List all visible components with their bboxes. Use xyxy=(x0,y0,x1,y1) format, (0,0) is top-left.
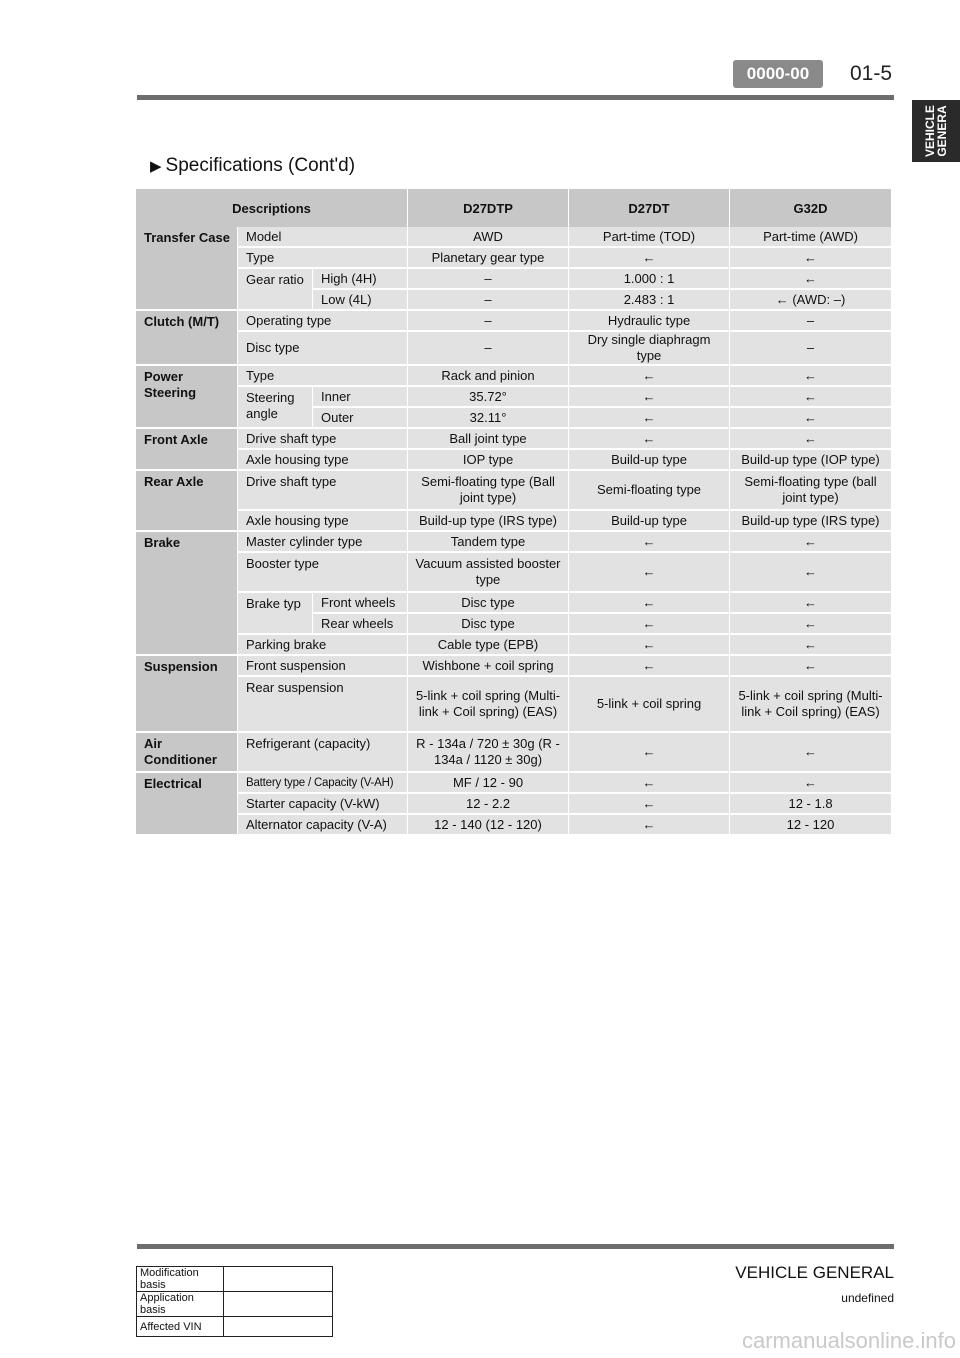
cell-d27dtp: R - 134a / 720 ± 30g (R - 134a / 1120 ± 30g) xyxy=(408,733,569,773)
row-desc: Axle housing type xyxy=(238,450,408,471)
table-row xyxy=(136,593,891,614)
cell-g32d: – xyxy=(730,311,891,332)
category-suspension: Suspension xyxy=(136,656,238,733)
affected-vin-label: Affected VIN xyxy=(137,1317,224,1337)
cell-d27dt: Dry single diaphragm type xyxy=(569,332,730,366)
cell-d27dt: ← xyxy=(569,635,730,656)
modification-info-box xyxy=(136,1266,333,1337)
category-power-steering: Power Steering xyxy=(136,366,238,429)
chapter-subtitle: undefined xyxy=(841,1291,894,1305)
row-desc: Model xyxy=(238,227,408,248)
cell-d27dt: 2.483 : 1 xyxy=(569,290,730,311)
table-row xyxy=(136,332,891,366)
side-tab-line2: GENERA xyxy=(935,105,949,157)
cell-d27dtp: Vacuum assisted booster type xyxy=(408,553,569,593)
cell-d27dtp: – xyxy=(408,311,569,332)
cell-d27dt: ← xyxy=(569,532,730,553)
row-desc: Rear suspension xyxy=(238,677,408,733)
cell-g32d: ← xyxy=(730,269,891,290)
page-number: 01-5 xyxy=(850,62,893,85)
category-air-conditioner: Air Conditioner xyxy=(136,733,238,773)
cell-d27dtp: 35.72° xyxy=(408,387,569,408)
row-subdesc: Inner xyxy=(313,387,408,408)
row-desc: Type xyxy=(238,366,408,387)
category-front-axle: Front Axle xyxy=(136,429,238,471)
cell-d27dt: 1.000 : 1 xyxy=(569,269,730,290)
table-row xyxy=(137,1267,333,1292)
table-row xyxy=(136,450,891,471)
table-row xyxy=(136,656,891,677)
cell-d27dtp: – xyxy=(408,332,569,366)
row-desc: Parking brake xyxy=(238,635,408,656)
cell-d27dtp: – xyxy=(408,290,569,311)
cell-d27dt: ← xyxy=(569,773,730,794)
side-tab-label xyxy=(924,105,948,157)
cell-d27dtp: – xyxy=(408,269,569,290)
table-header-row xyxy=(136,189,891,227)
table-row xyxy=(137,1292,333,1317)
row-desc: Master cylinder type xyxy=(238,532,408,553)
header-descriptions: Descriptions xyxy=(136,189,408,227)
cell-d27dt: Semi-floating type xyxy=(569,471,730,511)
cell-d27dt: ← xyxy=(569,656,730,677)
application-basis-label: Application basis xyxy=(137,1292,224,1317)
cell-g32d: ← xyxy=(730,429,891,450)
cell-d27dtp: 5-link + coil spring (Multi-link + Coil spring) (EAS) xyxy=(408,677,569,733)
table-row xyxy=(136,511,891,532)
cell-d27dtp: AWD xyxy=(408,227,569,248)
table-row xyxy=(136,635,891,656)
table-row xyxy=(136,387,891,408)
table-row xyxy=(136,269,891,290)
row-desc: Battery type / Capacity (V-AH) xyxy=(238,773,408,794)
row-subdesc: High (4H) xyxy=(313,269,408,290)
row-subdesc: Outer xyxy=(313,408,408,429)
row-subdesc: Rear wheels xyxy=(313,614,408,635)
cell-d27dtp: Disc type xyxy=(408,614,569,635)
table-row xyxy=(136,248,891,269)
cell-d27dt: ← xyxy=(569,387,730,408)
cell-g32d: ← xyxy=(730,248,891,269)
page-code-badge: 0000-00 xyxy=(733,60,823,88)
table-row xyxy=(136,815,891,836)
cell-d27dtp: Semi-floating type (Ball joint type) xyxy=(408,471,569,511)
cell-g32d: Part-time (AWD) xyxy=(730,227,891,248)
category-clutch: Clutch (M/T) xyxy=(136,311,238,366)
cell-g32d: ← xyxy=(730,733,891,773)
cell-d27dtp: Ball joint type xyxy=(408,429,569,450)
side-tab-line1: VEHICLE xyxy=(923,104,937,158)
cell-d27dt: 5-link + coil spring xyxy=(569,677,730,733)
cell-g32d: ← xyxy=(730,656,891,677)
cell-d27dt: ← xyxy=(569,248,730,269)
row-desc: Drive shaft type xyxy=(238,429,408,450)
table-row xyxy=(136,794,891,815)
cell-d27dtp: Wishbone + coil spring xyxy=(408,656,569,677)
cell-d27dt: Build-up type xyxy=(569,511,730,532)
bottom-rule xyxy=(137,1244,894,1249)
table-row xyxy=(136,471,891,511)
table-row xyxy=(136,227,891,248)
cell-d27dtp: Disc type xyxy=(408,593,569,614)
cell-g32d: ← xyxy=(730,532,891,553)
cell-d27dtp: Build-up type (IRS type) xyxy=(408,511,569,532)
cell-g32d: 12 - 1.8 xyxy=(730,794,891,815)
cell-d27dt: Build-up type xyxy=(569,450,730,471)
row-desc: Front suspension xyxy=(238,656,408,677)
cell-g32d: ← xyxy=(730,614,891,635)
cell-g32d: 5-link + coil spring (Multi-link + Coil spring) (EAS) xyxy=(730,677,891,733)
section-title xyxy=(150,153,355,180)
row-desc: Starter capacity (V-kW) xyxy=(238,794,408,815)
chapter-side-tab[interactable] xyxy=(912,100,960,162)
table-row xyxy=(136,553,891,593)
cell-d27dt: ← xyxy=(569,408,730,429)
header-g32d: G32D xyxy=(730,189,891,227)
cell-d27dt: ← xyxy=(569,429,730,450)
row-desc: Booster type xyxy=(238,553,408,593)
brake-type-label: Brake typ xyxy=(238,593,313,635)
cell-d27dt: ← xyxy=(569,593,730,614)
cell-d27dtp: Tandem type xyxy=(408,532,569,553)
cell-d27dtp: Planetary gear type xyxy=(408,248,569,269)
cell-d27dt: ← xyxy=(569,553,730,593)
row-desc: Drive shaft type xyxy=(238,471,408,511)
cell-d27dtp: Rack and pinion xyxy=(408,366,569,387)
table-row xyxy=(136,366,891,387)
table-row xyxy=(136,773,891,794)
cell-g32d: Semi-floating type (ball joint type) xyxy=(730,471,891,511)
specifications-table xyxy=(136,189,891,836)
cell-g32d: Build-up type (IOP type) xyxy=(730,450,891,471)
cell-d27dtp: IOP type xyxy=(408,450,569,471)
cell-d27dt: ← xyxy=(569,614,730,635)
gear-ratio-label: Gear ratio xyxy=(238,269,313,311)
chapter-title: VEHICLE GENERAL xyxy=(735,1263,894,1282)
table-row xyxy=(136,677,891,733)
row-desc: Type xyxy=(238,248,408,269)
cell-d27dtp: Cable type (EPB) xyxy=(408,635,569,656)
steering-angle-label: Steering angle xyxy=(238,387,313,429)
cell-g32d: – xyxy=(730,332,891,366)
cell-d27dtp: MF / 12 - 90 xyxy=(408,773,569,794)
table-row xyxy=(136,733,891,773)
cell-g32d: ← xyxy=(730,366,891,387)
cell-d27dt: ← xyxy=(569,794,730,815)
row-desc: Disc type xyxy=(238,332,408,366)
category-rear-axle: Rear Axle xyxy=(136,471,238,532)
application-basis-value xyxy=(224,1292,333,1317)
cell-g32d: ← xyxy=(730,387,891,408)
cell-g32d: ← xyxy=(730,408,891,429)
cell-g32d: 12 - 120 xyxy=(730,815,891,836)
cell-d27dt: ← xyxy=(569,733,730,773)
table-row xyxy=(136,532,891,553)
category-transfer-case: Transfer Case xyxy=(136,227,238,311)
row-subdesc: Low (4L) xyxy=(313,290,408,311)
cell-d27dtp: 12 - 140 (12 - 120) xyxy=(408,815,569,836)
row-desc: Refrigerant (capacity) xyxy=(238,733,408,773)
cell-d27dt: ← xyxy=(569,815,730,836)
header-d27dt: D27DT xyxy=(569,189,730,227)
cell-d27dt: Hydraulic type xyxy=(569,311,730,332)
cell-g32d: ← xyxy=(730,773,891,794)
modification-basis-value xyxy=(224,1267,333,1292)
triangle-bullet-icon: ▶ xyxy=(150,158,162,175)
modification-basis-label: Modification basis xyxy=(137,1267,224,1292)
table-row xyxy=(136,311,891,332)
cell-d27dtp: 32.11° xyxy=(408,408,569,429)
row-desc: Alternator capacity (V-A) xyxy=(238,815,408,836)
cell-d27dt: Part-time (TOD) xyxy=(569,227,730,248)
cell-g32d: ← xyxy=(730,553,891,593)
row-desc: Operating type xyxy=(238,311,408,332)
cell-g32d: ← xyxy=(730,635,891,656)
table-row xyxy=(136,429,891,450)
cell-d27dtp: 12 - 2.2 xyxy=(408,794,569,815)
row-subdesc: Front wheels xyxy=(313,593,408,614)
cell-g32d: ← (AWD: –) xyxy=(730,290,891,311)
top-rule xyxy=(137,95,894,100)
header-d27dtp: D27DTP xyxy=(408,189,569,227)
cell-g32d: Build-up type (IRS type) xyxy=(730,511,891,532)
watermark-text: carmanualsonline.info xyxy=(741,1328,956,1353)
cell-d27dt: ← xyxy=(569,366,730,387)
section-title-text: Specifications (Cont'd) xyxy=(165,155,356,176)
cell-g32d: ← xyxy=(730,593,891,614)
category-electrical: Electrical xyxy=(136,773,238,836)
row-desc: Axle housing type xyxy=(238,511,408,532)
category-brake: Brake xyxy=(136,532,238,656)
